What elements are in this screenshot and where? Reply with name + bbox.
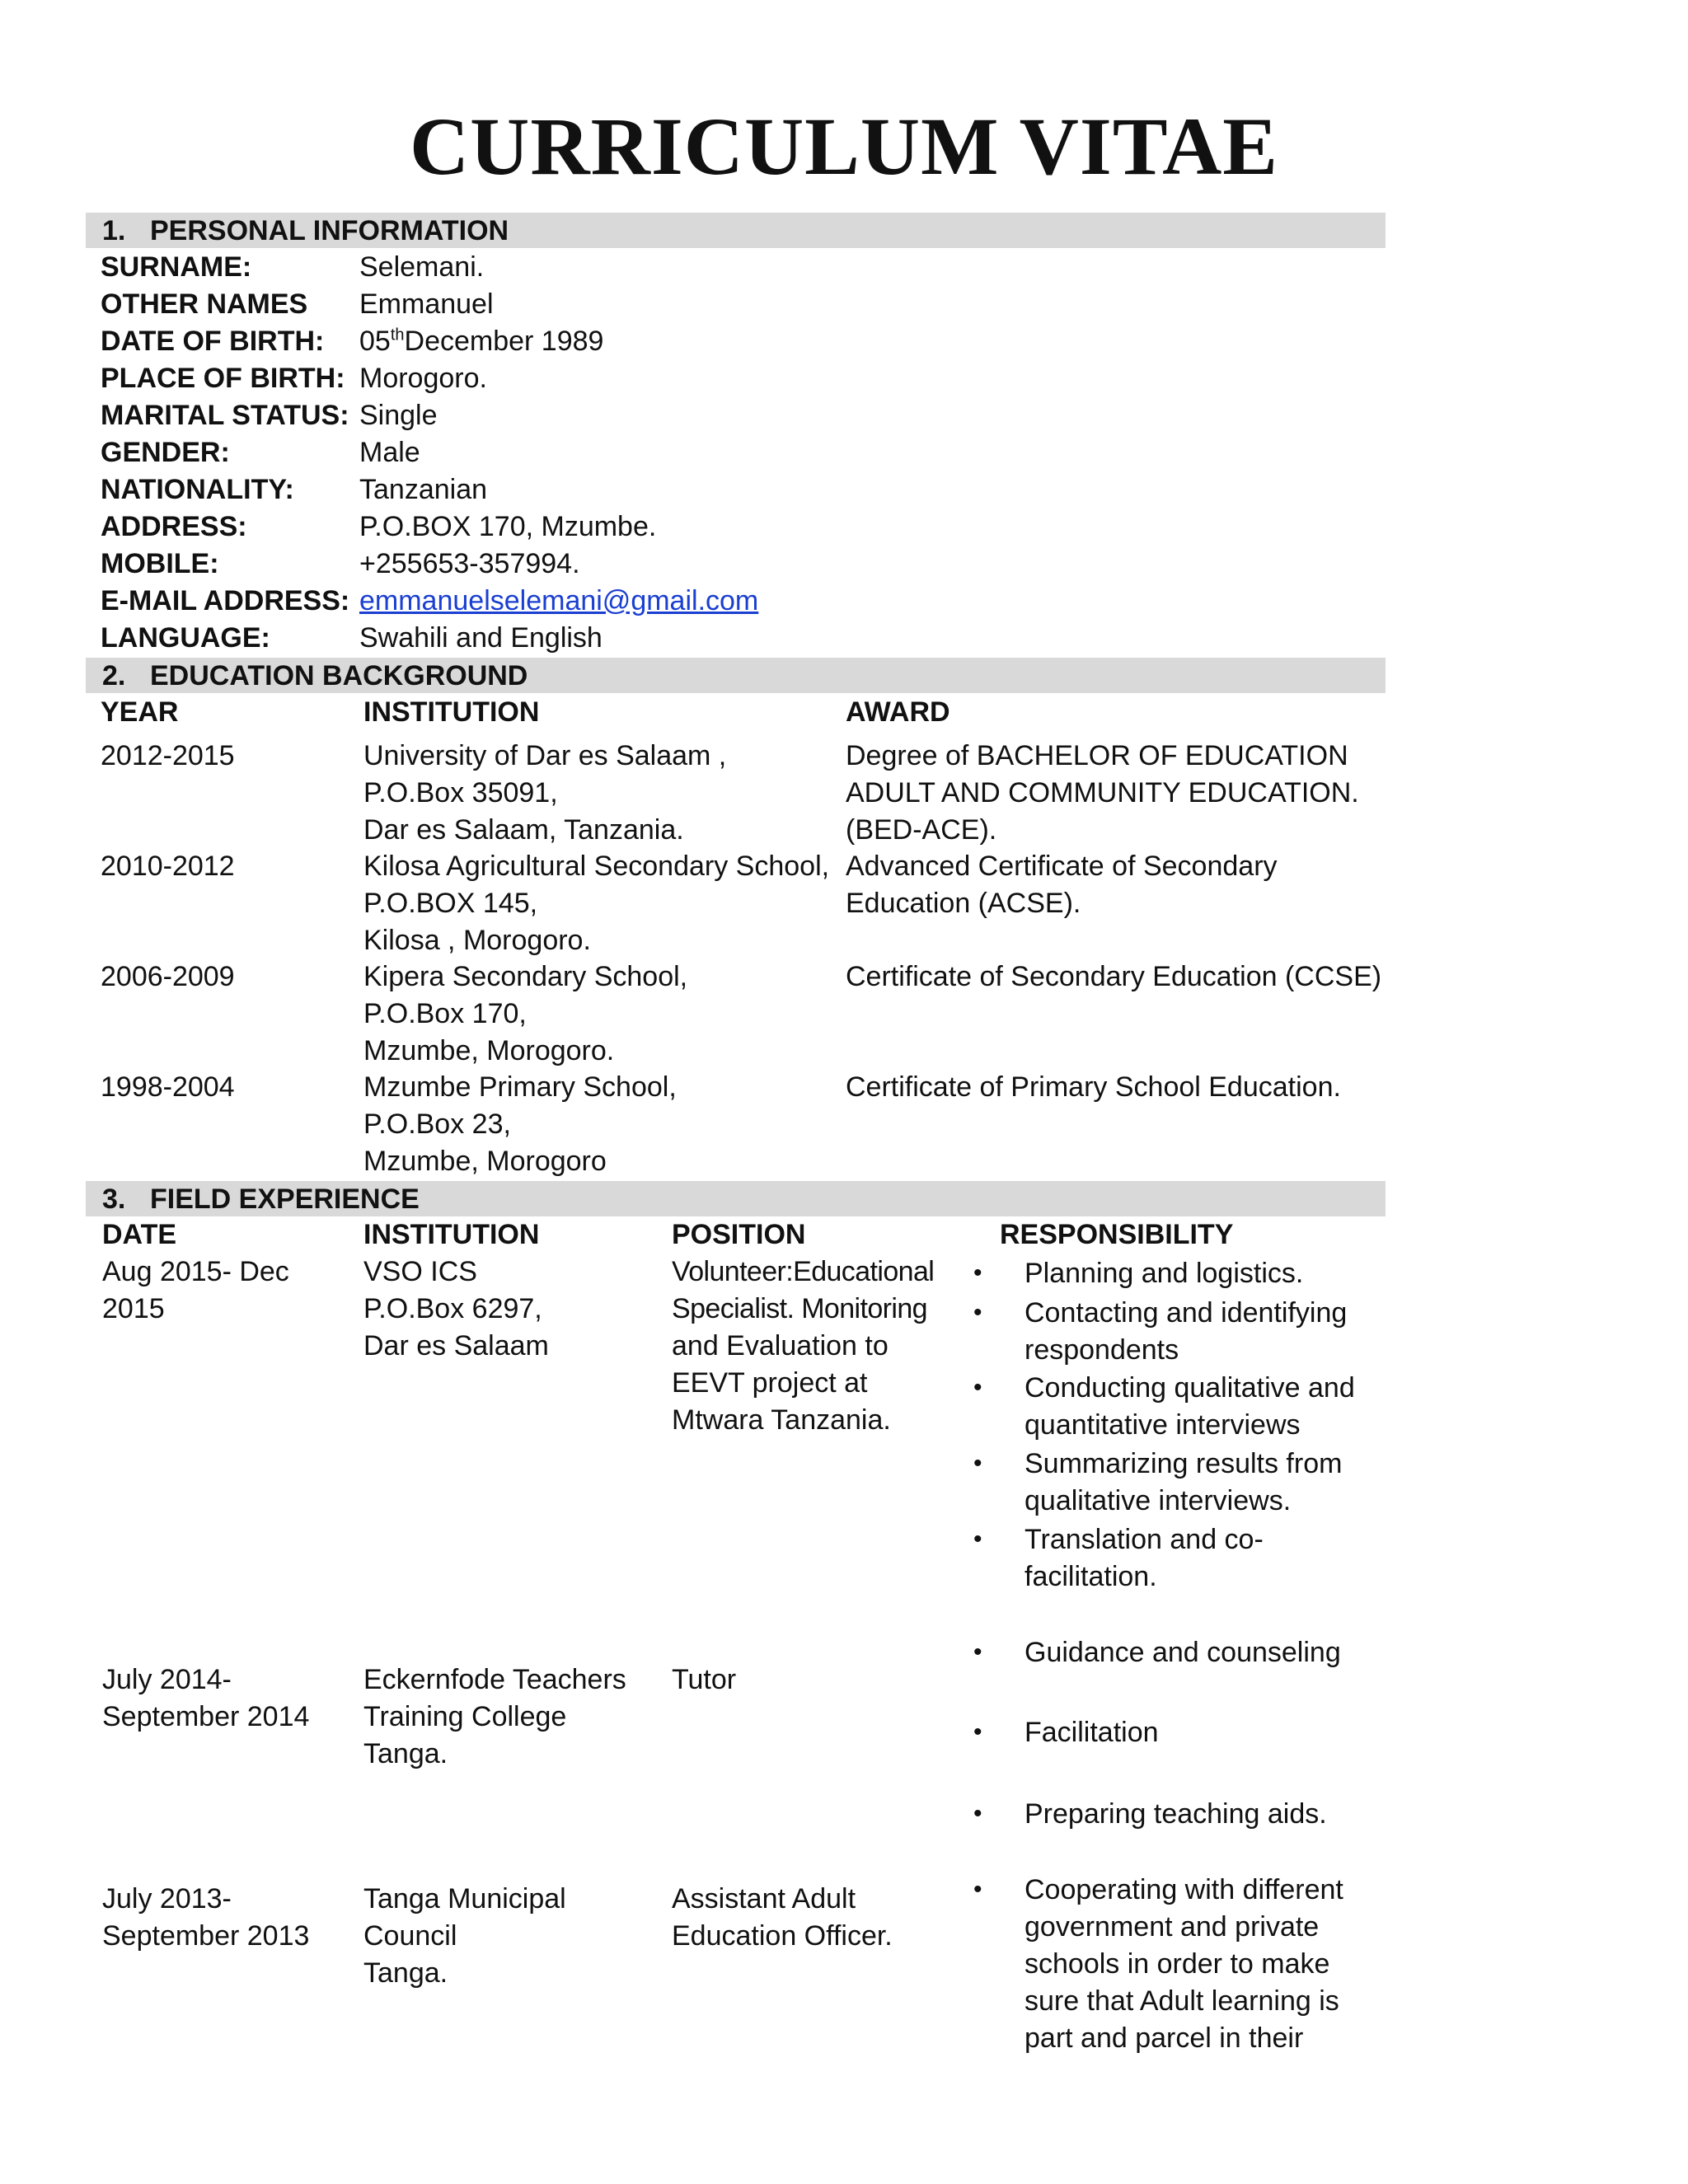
edu-institution-line: Mzumbe, Morogoro. [363, 1035, 615, 1066]
exp-position-line: Education Officer. [672, 1920, 893, 1952]
responsibility-line: Planning and logistics. [1025, 1258, 1304, 1289]
edu-institution-line: P.O.Box 170, [363, 998, 527, 1029]
exp-header-position: POSITION [672, 1219, 806, 1250]
edu-institution-line: Kilosa Agricultural Secondary School, [363, 851, 830, 882]
edu-year: 2006-2009 [101, 961, 235, 992]
edu-award-line: ADULT AND COMMUNITY EDUCATION. [846, 777, 1359, 808]
responsibility-line: Contacting and identifying [1025, 1297, 1348, 1329]
responsibility-line: part and parcel in their [1025, 2022, 1304, 2054]
section-number: 2. [102, 660, 126, 691]
edu-institution-line: Dar es Salaam, Tanzania. [363, 814, 684, 846]
responsibility-line: Facilitation [1025, 1717, 1159, 1748]
section-header-experience [86, 1181, 1386, 1216]
edu-year: 2012-2015 [101, 740, 235, 771]
edu-institution-line: P.O.Box 23, [363, 1108, 511, 1140]
responsibility-line: Translation and co- [1025, 1524, 1264, 1555]
responsibility-line: quantitative interviews [1025, 1409, 1301, 1441]
pob-label: PLACE OF BIRTH: [101, 363, 345, 394]
edu-institution-line: P.O.Box 35091, [363, 777, 558, 808]
responsibility-line: Summarizing results from [1025, 1448, 1343, 1479]
edu-header-year: YEAR [101, 696, 179, 728]
edu-institution-line: Mzumbe, Morogoro [363, 1146, 607, 1177]
surname-value: Selemani. [359, 251, 485, 283]
exp-date-line: Aug 2015- Dec [102, 1256, 289, 1287]
section-title: PERSONAL INFORMATION [150, 215, 509, 246]
edu-institution-line: P.O.BOX 145, [363, 888, 538, 919]
section-number: 3. [102, 1183, 126, 1215]
marital-value: Single [359, 400, 438, 431]
pob-value: Morogoro. [359, 363, 487, 394]
bullet-icon: • [973, 1876, 982, 1903]
edu-institution-line: Kipera Secondary School, [363, 961, 688, 992]
responsibility-line: Conducting qualitative and [1025, 1372, 1355, 1404]
responsibility-line: facilitation. [1025, 1561, 1157, 1592]
email-label: E-MAIL ADDRESS: [101, 585, 350, 616]
edu-award-line: Advanced Certificate of Secondary [846, 851, 1278, 882]
responsibility-line: qualitative interviews. [1025, 1485, 1292, 1516]
mobile-label: MOBILE: [101, 548, 219, 579]
exp-position-line: Specialist. Monitoring [672, 1293, 927, 1324]
edu-year: 2010-2012 [101, 851, 235, 882]
responsibility-line: schools in order to make [1025, 1948, 1330, 1980]
responsibility-line: government and private [1025, 1911, 1320, 1943]
dob-day: 05 [359, 326, 391, 357]
responsibility-line: Cooperating with different [1025, 1874, 1343, 1905]
dob-suffix: th [390, 326, 405, 344]
exp-institution-line: Dar es Salaam [363, 1330, 549, 1361]
bullet-icon: • [973, 1638, 982, 1666]
exp-institution-line: Tanga. [363, 1738, 448, 1769]
section-header-education [86, 658, 1386, 693]
bullet-icon: • [973, 1800, 982, 1827]
exp-institution-line: Eckernfode Teachers [363, 1664, 626, 1695]
responsibility-line: Preparing teaching aids. [1025, 1798, 1327, 1830]
exp-institution-line: P.O.Box 6297, [363, 1293, 542, 1324]
exp-institution-line: Council [363, 1920, 457, 1952]
edu-award-line: Education (ACSE). [846, 888, 1081, 919]
mobile-value: +255653-357994. [359, 548, 580, 579]
edu-institution-line: University of Dar es Salaam , [363, 740, 727, 771]
section-number: 1. [102, 215, 126, 246]
edu-award-line: (BED-ACE). [846, 814, 997, 846]
language-label: LANGUAGE: [101, 622, 270, 654]
edu-award-line: Certificate of Primary School Education. [846, 1071, 1341, 1103]
exp-date-line: September 2013 [102, 1920, 310, 1952]
edu-institution-line: Mzumbe Primary School, [363, 1071, 677, 1103]
section-title: EDUCATION BACKGROUND [150, 660, 528, 691]
gender-label: GENDER: [101, 437, 230, 468]
dob-month-year: December 1989 [404, 326, 604, 357]
edu-header-award: AWARD [846, 696, 950, 728]
bullet-icon: • [973, 1526, 982, 1553]
exp-header-institution: INSTITUTION [363, 1219, 540, 1250]
exp-position-line: Mtwara Tanzania. [672, 1404, 891, 1436]
edu-institution-line: Kilosa , Morogoro. [363, 925, 591, 956]
responsibility-line: Guidance and counseling [1025, 1637, 1341, 1668]
marital-label: MARITAL STATUS: [101, 400, 349, 431]
edu-year: 1998-2004 [101, 1071, 235, 1103]
exp-position-line: Assistant Adult [672, 1883, 856, 1915]
section-header-personal [86, 213, 1386, 248]
dob-value [359, 325, 603, 358]
exp-position-line: EEVT project at [672, 1367, 868, 1399]
responsibility-line: sure that Adult learning is [1025, 1985, 1339, 2017]
exp-date-line: 2015 [102, 1293, 165, 1324]
language-value: Swahili and English [359, 622, 603, 654]
bullet-icon: • [973, 1299, 982, 1326]
dob-label: DATE OF BIRTH: [101, 326, 325, 357]
bullet-icon: • [973, 1374, 982, 1401]
exp-institution-line: VSO ICS [363, 1256, 477, 1287]
surname-label: SURNAME: [101, 251, 252, 283]
bullet-icon: • [973, 1259, 982, 1286]
nationality-label: NATIONALITY: [101, 474, 294, 505]
bullet-icon: • [973, 1718, 982, 1746]
exp-institution-line: Tanga. [363, 1957, 448, 1989]
address-value: P.O.BOX 170, Mzumbe. [359, 511, 657, 542]
responsibility-line: respondents [1025, 1334, 1179, 1366]
email-link[interactable]: emmanuelselemani@gmail.com [359, 585, 759, 616]
section-title: FIELD EXPERIENCE [150, 1183, 420, 1215]
edu-award-line: Degree of BACHELOR OF EDUCATION [846, 740, 1348, 771]
other-names-label: OTHER NAMES [101, 288, 308, 320]
edu-award-line: Certificate of Secondary Education (CCSE) [846, 961, 1382, 992]
gender-value: Male [359, 437, 420, 468]
exp-date-line: September 2014 [102, 1701, 310, 1732]
exp-date-line: July 2014- [102, 1664, 232, 1695]
bullet-icon: • [973, 1450, 982, 1477]
nationality-value: Tanzanian [359, 474, 488, 505]
document-title: CURRICULUM VITAE [409, 101, 1279, 192]
exp-institution-line: Tanga Municipal [363, 1883, 566, 1915]
exp-position-line: and Evaluation to [672, 1330, 889, 1361]
exp-header-date: DATE [102, 1219, 177, 1250]
other-names-value: Emmanuel [359, 288, 494, 320]
exp-date-line: July 2013- [102, 1883, 232, 1915]
edu-header-institution: INSTITUTION [363, 696, 540, 728]
exp-header-responsibility: RESPONSIBILITY [1000, 1219, 1234, 1250]
exp-position-line: Volunteer:Educational [672, 1256, 935, 1287]
exp-institution-line: Training College [363, 1701, 567, 1732]
exp-position-line: Tutor [672, 1664, 737, 1695]
address-label: ADDRESS: [101, 511, 247, 542]
